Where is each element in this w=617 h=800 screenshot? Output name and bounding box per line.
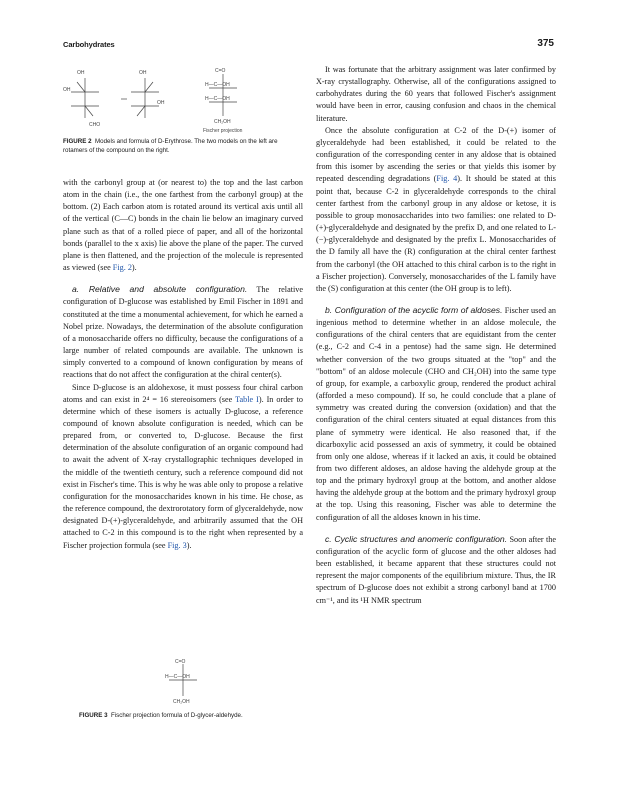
figure-2-caption <box>63 138 299 155</box>
row-label: H—C—OH <box>205 96 230 102</box>
figure-2-caption-text: Models and formula of D-Erythrose. The two models on the left are rotamers of the compound on the right. <box>63 138 278 154</box>
figure-3-drawing <box>63 656 303 704</box>
aldehyde-label: C=O <box>215 68 226 74</box>
figure-3-label: FIGURE 3 <box>79 712 108 719</box>
section-a-paragraph <box>63 283 303 381</box>
fig3-top-label: C=O <box>175 659 186 665</box>
bottom-label: CH₂OH <box>214 119 231 125</box>
model-oh-label: OH <box>77 70 85 76</box>
section-a-heading: a. Relative and absolute configuration. <box>72 284 248 295</box>
paragraph <box>63 382 303 552</box>
figure-3-caption-text: Fischer projection formula of D-glycer-aldehyde. <box>111 712 243 719</box>
figure-4-link[interactable]: Fig. 4 <box>436 174 458 184</box>
running-title: Carbohydrates <box>63 40 115 49</box>
page-number: 375 <box>537 38 554 49</box>
figure-2-link[interactable]: Fig. 2 <box>112 263 132 273</box>
figure-3-caption <box>79 712 309 721</box>
paragraph-text: ). <box>186 540 192 550</box>
table-1-link[interactable]: Table I <box>235 394 259 404</box>
paragraph-text: Once the absolute configuration at C-2 of the D-(+) isomer of glyceraldehyde had been established, it could be related to the configuration of the corresponding center in any aldose that is obtained from this isomer by ascending the series or that yields this isomer by repeated descending degradations ( <box>316 125 556 184</box>
paragraph: It was fortunate that the arbitrary assignment was later confirmed by X-ray crystallography. Otherwise, all of the configurations assigned to carbohydrates during the 60 years that followed Fischer's assignment would have been in error, causing confusion and chaos in the chemical literature. <box>316 65 556 123</box>
left-body-text <box>63 177 303 552</box>
model-oh-label: OH <box>157 100 165 106</box>
right-column <box>316 64 556 607</box>
section-c-text: Soon after the configuration of the acyclic form of glucose and the other aldoses had been established, it became apparent that these structures could not represent the major components of the equilibrium mixture. Thus, the IR spectrum of D-glucose does not exhibit a strong carbonyl band at 1700 cm⁻¹, and its ¹H NMR spectrum <box>316 534 556 605</box>
section-c-paragraph <box>316 533 556 607</box>
paragraph <box>316 125 556 295</box>
section-b-text: Fischer used an ingenious method to determine whether in an aldose molecule, the configurations of the chiral centers that are equidistant from the center (e.g., C-2 and C-4 in a pentose) had the same sign. He determined whether conversion of the two groups situated at the "top" and the "bottom" of an aldose molecule (CHO and CH₂OH) into the same type of group, for example, a carboxylic group, rendered the product achiral (afforded a meso compound). If so, he could conclude that a plane of symmetry was created during the conversion (oxidation) and that the configuration of the chiral centers situated at equal distances from this plane of symmetry were identical. He also reasoned that, if the dicarboxylic acid possessed an axis of symmetry, it could be obtained from only one aldose, whereas if it lacked an axis, it could be obtained from two different aldoses, an aldose having the aldehyde group at the top and the primary hydroxyl group at the bottom, and another aldose having the aldehyde group at the bottom and the primary hydroxyl group at the top. Using this reasoning, Fischer was able to determine the configuration of all the aldoses known in his time. <box>316 305 557 522</box>
paragraph-text: Since D-glucose is an aldohexose, it must possess four chiral carbon atoms and can exist in 2⁴ = 16 stereoisomers (see <box>63 382 303 404</box>
model-oh-label: OH <box>63 87 71 93</box>
section-b-heading: b. Configuration of the acyclic form of aldoses. <box>325 304 503 315</box>
paragraph-text: ). It should be stated at this point that, because C-2 in glyceraldehyde corresponds to the chiral center farthest from the carbonyl group in any aldose or ketose, it is possible to group monosaccharides into two families: one related to D-(+)-glyceraldehyde and designated by the prefix D, and one related to L-(−)-glyceraldehyde and designated by the prefix L. Monosaccharides of the D family all have the (R) configuration at the chiral center farthest from the carbonyl (the OH attached to this chiral carbon is to the right in a Fischer projection). Conversely, monosaccharides of the L family have the (S) configuration at this center (the OH group is to left). <box>316 174 556 293</box>
paragraph <box>63 177 303 274</box>
fischer-projection-erythrose <box>203 68 243 134</box>
figure-3-link[interactable]: Fig. 3 <box>167 540 187 550</box>
row-label: H—C—OH <box>205 82 230 88</box>
rotamer-model-1 <box>63 70 100 128</box>
figure-2-label: FIGURE 2 <box>63 138 92 145</box>
section-c-heading: c. Cyclic structures and anomeric configuration. <box>325 533 508 544</box>
paragraph-text: ). <box>131 263 137 273</box>
section-a-text: The relative configuration of D-glucose was established by Emil Fischer in 1891 and constituted at the time a monumental achievement, for which he earned a Nobel prize. Nowadays, the determination of the absolute configuration of a monosaccharide offers no difficulty, because the configurations of a large number of related compounds are available. The unknown is simply converted to a compound of known configuration by means of reactions that do not affect the configuration at the chiral center(s). <box>63 285 303 380</box>
paragraph-text: with the carbonyl group at (or nearest to) the top and the last carbon atom in the chain (i.e., the one farthest from the carbonyl group) at the bottom. (2) Each carbon atom is rotated around its vertical axis until all of the vertical (C—C) bonds in the chain lie below an imaginary curved plane such as that of a rolled piece of paper, and all of the horizontal bonds (parallel to the x axis) lie above the plane of the paper. The curved plane is then flattened, and the projection of the molecule is represented as viewed (see <box>63 178 303 273</box>
paragraph-text: ). In order to determine which of these isomers is actually D-glucose, a reference compound of known absolute configuration is needed, which can be prepared from, or converted to, D-glucose. Because the first determination of the absolute configuration of an organic compound had to await the advent of X-ray crystallographic techniques developed in the middle of the twentieth century, such a reference compound did not exist in Fischer's time. This is why he was able only to propose a relative configuration for the monosaccharides known in his time. He chose, as the reference compound, the dextrorotatory form of glyceraldehyde, now designated D-(+)-glyceraldehyde, and arbitrarily assumed that the OH attached to C-2 in this compound is to the right when represented by a Fischer projection formula (see <box>63 394 303 550</box>
fig3-middle-label: H—C—OH <box>165 674 190 680</box>
model-cho-label: CHO <box>89 122 101 128</box>
section-b-paragraph <box>316 304 556 524</box>
figure-2-drawing <box>63 64 303 134</box>
rotamer-model-2 <box>121 70 165 118</box>
projection-label: Fischer projection <box>203 128 243 134</box>
model-oh-label: OH <box>139 70 147 76</box>
fig3-bottom-label: CH₂OH <box>173 699 190 704</box>
